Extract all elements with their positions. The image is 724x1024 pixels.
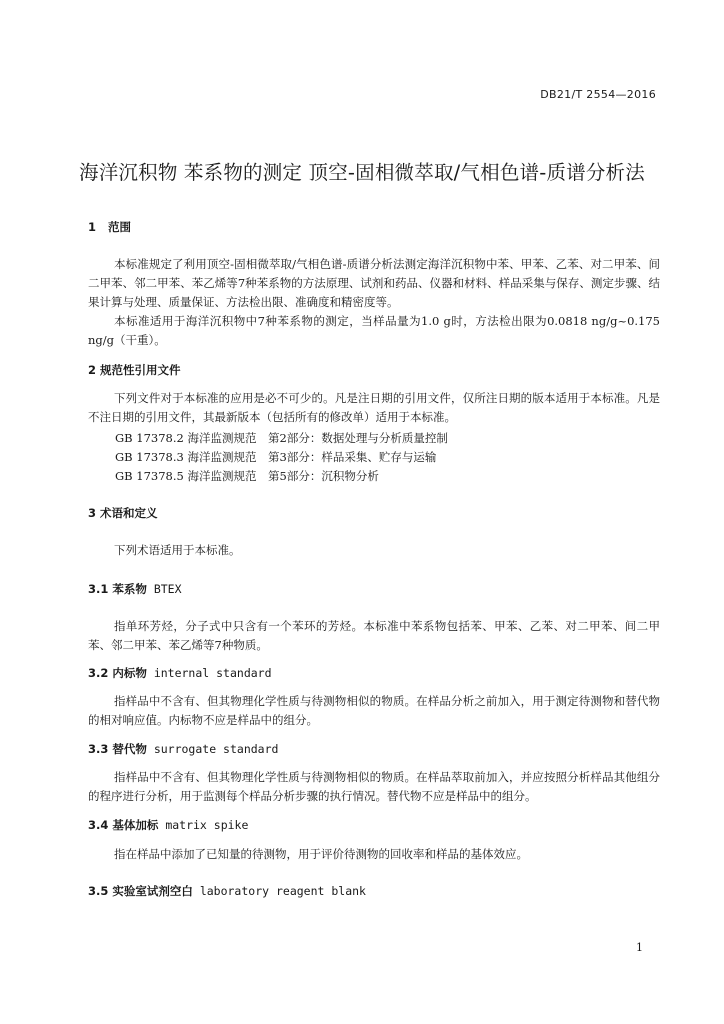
term-number: 3.2	[88, 666, 113, 680]
section-heading-terms: 3 术语和定义	[88, 506, 158, 520]
term-name: 替代物	[112, 742, 147, 756]
term-english: BTEX	[146, 582, 182, 596]
terms-paragraph: 下列术语适用于本标准。	[114, 543, 241, 557]
reference-item: GB 17378.5 海洋监测规范 第5部分：沉积物分析	[115, 469, 379, 483]
term-heading-3-4	[88, 817, 248, 833]
term-heading-3-1	[88, 581, 182, 597]
section-heading-scope: 1 范围	[88, 220, 132, 234]
term-heading-3-5	[88, 883, 366, 899]
scope-paragraph-1: 本标准规定了利用顶空-固相微萃取/气相色谱-质谱分析法测定海洋沉积物中苯、甲苯、乙苯、对二甲苯、间二甲苯、邻二甲苯、苯乙烯等7种苯系物的方法原理、试剂和药品、仪器和材料、样品采集与保存、测定步骤、结果计算与处理、质量保证、方法检出限、准确度和精密度等。	[88, 257, 660, 309]
document-title: 海洋沉积物 苯系物的测定 顶空-固相微萃取/气相色谱-质谱分析法	[79, 161, 645, 184]
term-name: 实验室试剂空白	[112, 884, 193, 898]
term-name: 内标物	[112, 666, 147, 680]
term-number: 3.1	[88, 582, 113, 596]
scope-paragraph-2: 本标准适用于海洋沉积物中7种苯系物的测定，当样品量为1.0 g时，方法检出限为0.0818 ng/g~0.175 ng/g（干重）。	[88, 314, 660, 347]
term-english: matrix spike	[158, 818, 249, 832]
normative-paragraph: 下列文件对于本标准的应用是必不可少的。凡是注日期的引用文件，仅所注日期的版本适用于本标准。凡是不注日期的引用文件，其最新版本（包括所有的修改单）适用于本标准。	[88, 391, 660, 424]
term-number: 3.4	[88, 818, 113, 832]
term-definition-3-4: 指在样品中添加了已知量的待测物，用于评价待测物的回收率和样品的基体效应。	[114, 847, 528, 861]
term-name: 苯系物	[112, 582, 147, 596]
term-english: internal standard	[146, 666, 272, 680]
term-number: 3.5	[88, 884, 113, 898]
term-definition-3-1: 指单环芳烃，分子式中只含有一个苯环的芳烃。本标准中苯系物包括苯、甲苯、乙苯、对二甲苯、间二甲苯、邻二甲苯、苯乙烯等7种物质。	[88, 619, 660, 652]
term-definition-3-3: 指样品中不含有、但其物理化学性质与待测物相似的物质。在样品萃取前加入，并应按照分析样品其他组分的程序进行分析，用于监测每个样品分析步骤的执行情况。替代物不应是样品中的组分。	[88, 770, 660, 803]
term-definition-3-2: 指样品中不含有、但其物理化学性质与待测物相似的物质。在样品分析之前加入，用于测定待测物和替代物的相对响应值。内标物不应是样品中的组分。	[88, 694, 660, 727]
term-heading-3-3	[88, 741, 278, 757]
reference-item: GB 17378.3 海洋监测规范 第3部分：样品采集、贮存与运输	[115, 450, 437, 464]
standard-code: DB21/T 2554—2016	[540, 88, 656, 101]
term-heading-3-2	[88, 665, 272, 681]
term-number: 3.3	[88, 742, 113, 756]
section-heading-normative: 2 规范性引用文件	[88, 363, 181, 377]
page-number: 1	[636, 941, 643, 954]
term-english: surrogate standard	[146, 742, 279, 756]
term-name: 基体加标	[112, 818, 159, 832]
term-english: laboratory reagent blank	[192, 884, 366, 898]
reference-item: GB 17378.2 海洋监测规范 第2部分：数据处理与分析质量控制	[115, 431, 448, 445]
